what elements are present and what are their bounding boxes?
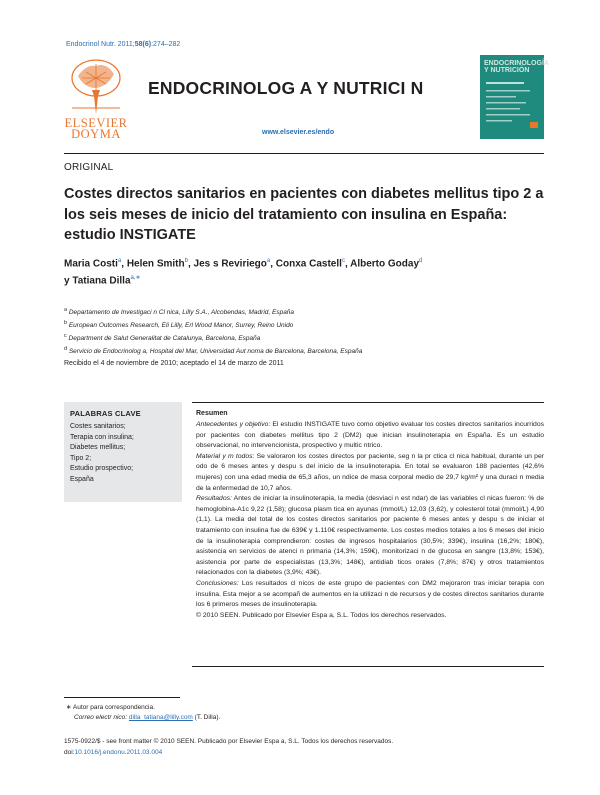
keyword: Costes sanitarios; — [70, 423, 126, 430]
keyword: España — [70, 475, 94, 483]
author: Helen Smith — [126, 258, 185, 270]
affiliation: $^c$ Department de Salut Generalitat de Catalunya, Barcelona, España — [64, 333, 261, 343]
doi-link[interactable]: 10.1016/j.endonu.2011.03.004 — [74, 749, 163, 756]
affiliations — [64, 305, 544, 358]
abstract-paragraph: Antecedentes y objetivo: El estudio INSTIGATE tuvo como objetivo evaluar los costes directos sanitarios incurridos por pacientes con diabetes mellitus tipo 2 (DM2) que inician insulinoterapia en España. Es un estudio observacional, no intervencionista, prospectivo y multic ntrico. — [196, 421, 544, 450]
email-note: Correo electr nico: dilla_tatiana@lilly.com (T. Dilla). — [74, 714, 221, 721]
author: Conxa Castell — [275, 258, 342, 270]
abstract-paragraph: Material y m todos: Se valoraron los costes directos por paciente, seg n la pr ctica cl nica habitual, durante un per odo de 6 meses antes y despu s del inicio de la insulinoterapia. En total se evaluaron 188 pacientes (42,6% mujeres) con una edad media de 65,3 años, un ndice de masa corporal medio de 29,7 kg/m² y una duraci n media de la enfermedad de 10,7 años. — [196, 452, 544, 492]
footnote-rule — [64, 697, 180, 698]
header-divider — [64, 153, 544, 154]
cover-title: ENDOCRINOLOGÍA Y NUTRICIÓN — [484, 60, 549, 74]
keyword: Terapia con insulina; — [70, 433, 134, 441]
author-list: Maria Costi$^a$, Helen Smith$^b$, Jes s Reviriego$^a$, Conxa Castell$^c$, Alberto Goday$^d$ y Tatiana Dilla$^{a,∗}$ — [64, 258, 423, 287]
journal-citation: Endocrinol Nutr. 2011;58(6):274–282 — [66, 41, 181, 48]
author-sup: a — [266, 258, 271, 264]
author-sup: d — [419, 258, 423, 264]
cover-decoration — [486, 82, 540, 130]
journal-website-link[interactable]: www.elsevier.es/endo — [262, 129, 335, 136]
abstract-paragraph: Conclusiones: Los resultados cl nicos de este grupo de pacientes con DM2 mejoraron tras iniciar terapia con insulina. Esta mejor a se acompañ de aumentos en la utilizaci n de recursos y de costes directos sanitarios durante los 6 primeros meses de insulinoterapia. — [196, 579, 544, 609]
affiliation: $^d$ Servicio de Endocrinolog a, Hospital del Mar, Universidad Aut noma de Barcelona, Barcelona, España — [64, 346, 363, 356]
abstract-top-rule — [192, 402, 544, 403]
journal-title: ENDOCRINOLOG A Y NUTRICI N — [148, 78, 424, 98]
email-link[interactable]: dilla_tatiana@lilly.com — [128, 714, 193, 721]
publisher-logo-text: ELSEVIER DOYMA — [64, 116, 128, 141]
corresponding-author-note: ∗ Autor para correspondencia. — [66, 704, 155, 711]
keywords-list — [70, 422, 180, 485]
article-title: Costes directos sanitarios en pacientes con diabetes mellitus tipo 2 a los seis meses de inicio del tratamiento con insulina en España: estudio INSTIGATE — [64, 186, 544, 243]
affiliation: $^a$ Departamento de Investigaci n Cl nica, Lilly S.A., Alcobendas, Madrid, España — [64, 307, 295, 317]
affiliation: $^b$ European Outcomes Research, Eli Lilly, Erl Wood Manor, Surrey, Reino Unido — [64, 320, 294, 330]
author: Jes s Reviriego — [193, 258, 267, 270]
keyword: Estudio prospectivo; — [70, 465, 134, 472]
keyword: Tipo 2; — [70, 454, 92, 462]
author-sup: a — [117, 258, 122, 264]
issn-line: 1575-0922/$ - see front matter © 2010 SEEN. Publicado por Elsevier Espa a, S.L. Todos los derechos reservados. — [64, 738, 394, 745]
author-sup: a,∗ — [130, 275, 141, 282]
keyword: Diabetes mellitus; — [70, 444, 126, 451]
author: y Tatiana Dilla — [64, 275, 131, 287]
keywords-heading: PALABRAS CLAVE — [70, 409, 141, 418]
abstract-heading: Resumen — [196, 410, 228, 417]
author: Maria Costi — [64, 258, 118, 270]
doi-line: doi:10.1016/j.endonu.2011.03.004 — [64, 749, 163, 756]
elsevier-tree-icon — [68, 56, 124, 116]
author-sup: b — [184, 258, 188, 264]
article-section: ORIGINAL — [64, 162, 114, 173]
author-sup: c — [341, 258, 345, 264]
abstract-paragraph: Resultados: Antes de iniciar la insulinoterapia, la media (desviaci n est ndar) de las variables cl nicas fueron: % de hemoglobina-A1c 9,22 (1,58); glucosa plasm tica en ayunas (mmol/L) 12,03 (3,62), y colesterol total (mmol/L) 4,90 (1,1). La media del total de los costes directos sanitarios por paciente 6 meses antes y despu s de iniciar el tratamiento con insulina fue de 639€ y 1.110€ respectivamente. Los costes medios totales a los 6 meses del inicio de la insulinoterapia comprendieron: costes de ingresos hospitalarios (30,5%; 339€), insulina (16,2%; 180€), asistencia en servicios de atenci n primaria (14,3%; 159€), monitorizaci n de glucosa en sangre (13,8%; 153€), asistencia por parte de especialistas (13,3%; 148€), antidiab ticos orales (7,8%; 87€) y otros tratamientos relacionados con la diabetes (3,9%; 43€). — [196, 495, 544, 577]
abstract-body — [196, 420, 544, 621]
abstract-bottom-rule — [192, 666, 544, 667]
author: Alberto Goday — [350, 258, 420, 270]
abstract-copyright: © 2010 SEEN. Publicado por Elsevier Espa a, S.L. Todos los derechos reservados. — [196, 611, 447, 619]
received-dates: Recibido el 4 de noviembre de 2010; aceptado el 14 de marzo de 2011 — [64, 360, 284, 367]
